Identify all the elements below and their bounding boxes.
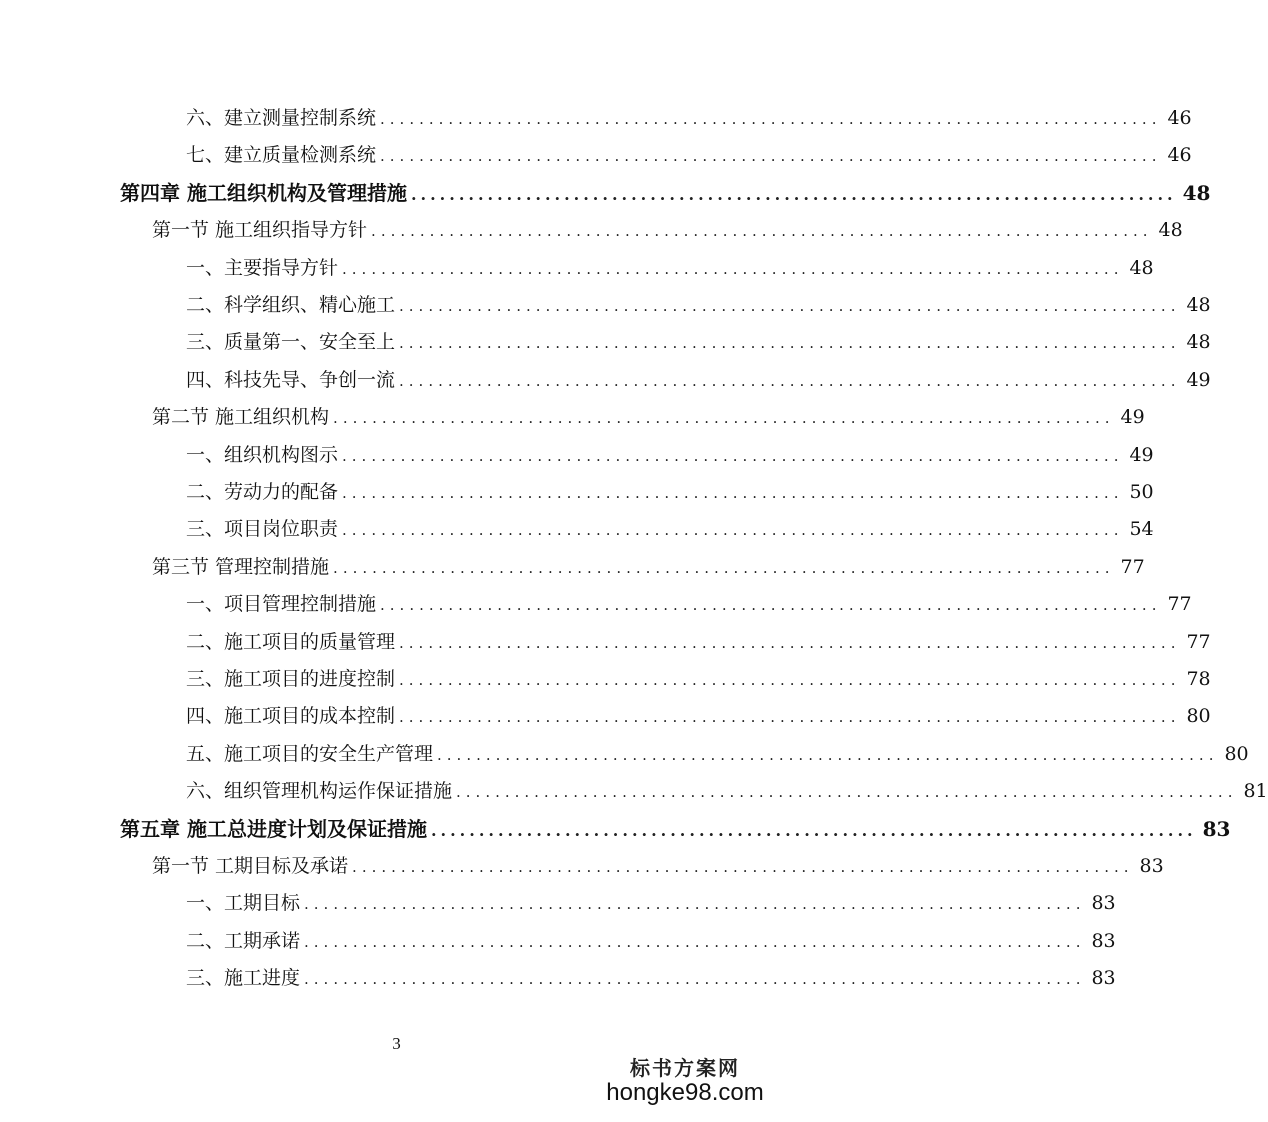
- toc-entry[interactable]: [186, 293, 1211, 318]
- toc-entry-page: 48: [1129, 256, 1154, 279]
- dot-leader: ................................................................................: [342, 446, 1124, 465]
- toc-entry-title: 四、施工项目的成本控制: [186, 705, 396, 728]
- dot-leader: ................................................................................: [333, 558, 1115, 577]
- dot-leader: ................................................................................: [399, 708, 1181, 727]
- toc-entry-title: 二、科学组织、精心施工: [186, 294, 396, 316]
- toc-entry-page: 49: [1120, 406, 1145, 429]
- toc-entry-title: 二、工期承诺: [186, 929, 301, 952]
- toc-entry-page: 54: [1129, 518, 1154, 541]
- toc-entry[interactable]: [186, 592, 1192, 617]
- dot-leader: ................................................................................: [342, 484, 1124, 502]
- watermark-url: hongke98.com: [606, 1079, 764, 1106]
- toc-entry[interactable]: [186, 517, 1154, 542]
- toc-entry[interactable]: [186, 891, 1116, 916]
- dot-leader: ................................................................................: [352, 858, 1134, 876]
- toc-entry[interactable]: [152, 218, 1183, 243]
- toc-entry[interactable]: [186, 368, 1211, 393]
- toc-entry[interactable]: [186, 106, 1192, 131]
- toc-entry-title: 五、施工项目的安全生产管理: [186, 742, 434, 765]
- toc-entry-title: 六、组织管理机构运作保证措施: [186, 780, 453, 803]
- page-number: 3: [392, 1034, 401, 1053]
- toc-entry[interactable]: [186, 742, 1249, 767]
- toc-entry-page: 77: [1120, 555, 1145, 578]
- toc-entry[interactable]: [186, 667, 1211, 692]
- toc-entry[interactable]: [186, 480, 1154, 505]
- dot-leader: ................................................................................: [304, 932, 1086, 951]
- toc-entry[interactable]: [186, 330, 1211, 355]
- toc-entry-page: 48: [1186, 331, 1211, 354]
- toc-entry-page: 48: [1182, 180, 1211, 205]
- dot-leader: ................................................................................: [430, 820, 1197, 840]
- toc-entry-page: 83: [1091, 929, 1116, 952]
- dot-leader: ................................................................................: [333, 409, 1115, 428]
- toc-entry-page: 48: [1158, 219, 1183, 242]
- toc-entry[interactable]: [186, 704, 1211, 729]
- toc-entry-title: 三、质量第一、安全至上: [186, 331, 396, 354]
- toc-entry-title: 第二节 施工组织机构: [152, 406, 330, 429]
- toc-entry-page: 49: [1129, 443, 1154, 466]
- toc-entry-page: 50: [1129, 481, 1154, 503]
- toc-entry-title: 一、组织机构图示: [186, 443, 339, 466]
- toc-entry-page: 83: [1091, 967, 1116, 990]
- toc-entry-page: 83: [1202, 816, 1231, 841]
- dot-leader: ................................................................................: [399, 671, 1181, 689]
- toc-entry-page: 80: [1186, 705, 1211, 728]
- toc-entry-page: 78: [1186, 668, 1211, 690]
- toc-entry-page: 77: [1186, 630, 1211, 653]
- toc-entry[interactable]: [152, 854, 1164, 879]
- toc-entry-title: 四、科技先导、争创一流: [186, 368, 396, 391]
- toc-entry-title: 三、施工进度: [186, 967, 301, 990]
- dot-leader: ................................................................................: [399, 371, 1181, 390]
- toc-entry-title: 第四章 施工组织机构及管理措施: [120, 180, 407, 205]
- toc-entry[interactable]: [186, 779, 1268, 804]
- toc-entry-title: 二、施工项目的质量管理: [186, 630, 396, 653]
- toc-entry-title: 三、施工项目的进度控制: [186, 668, 396, 690]
- toc-entry-title: 一、工期目标: [186, 892, 301, 915]
- toc-entry-page: 81: [1243, 780, 1268, 803]
- toc-entry[interactable]: [186, 443, 1154, 468]
- dot-leader: ................................................................................: [342, 521, 1124, 540]
- toc-entry-title: 第三节 管理控制措施: [152, 555, 330, 578]
- dot-leader: ................................................................................: [342, 259, 1124, 278]
- toc-entry[interactable]: [186, 630, 1211, 655]
- dot-leader: ................................................................................: [456, 783, 1238, 802]
- toc-entry-page: 83: [1091, 892, 1116, 915]
- toc-entry-title: 一、项目管理控制措施: [186, 593, 377, 616]
- toc-entry[interactable]: [120, 180, 1211, 207]
- dot-leader: ................................................................................: [437, 745, 1219, 764]
- toc-entry-page: 49: [1186, 368, 1211, 391]
- toc-entry-page: 80: [1224, 742, 1249, 765]
- toc-entry-title: 三、项目岗位职责: [186, 518, 339, 541]
- toc-entry-title: 一、主要指导方针: [186, 256, 339, 279]
- toc-entry[interactable]: [186, 256, 1154, 281]
- toc-entry[interactable]: [152, 405, 1145, 430]
- toc-entry-page: 46: [1167, 144, 1192, 167]
- dot-leader: ................................................................................: [304, 895, 1086, 914]
- toc-entry-title: 第一节 施工组织指导方针: [152, 219, 368, 242]
- dot-leader: ................................................................................: [399, 334, 1181, 353]
- toc-entry[interactable]: [120, 816, 1231, 843]
- toc-entry-page: 77: [1167, 593, 1192, 616]
- dot-leader: ................................................................................: [304, 970, 1086, 989]
- dot-leader: ................................................................................: [380, 147, 1162, 166]
- toc-entry[interactable]: [186, 966, 1116, 991]
- dot-leader: ................................................................................: [380, 596, 1162, 615]
- dot-leader: ................................................................................: [399, 297, 1181, 315]
- toc-entry-page: 83: [1139, 855, 1164, 877]
- toc-entry-title: 二、劳动力的配备: [186, 481, 339, 503]
- toc-entry-title: 七、建立质量检测系统: [186, 144, 377, 167]
- toc-entry[interactable]: [186, 143, 1192, 168]
- toc-entry-page: 46: [1167, 107, 1192, 129]
- dot-leader: ................................................................................: [371, 222, 1153, 241]
- toc-entry[interactable]: [152, 555, 1145, 580]
- toc-entry-title: 第一节 工期目标及承诺: [152, 855, 349, 877]
- dot-leader: ................................................................................: [410, 184, 1177, 204]
- toc-entry-title: 第五章 施工总进度计划及保证措施: [120, 816, 427, 841]
- dot-leader: ................................................................................: [380, 110, 1162, 128]
- toc-entry-page: 48: [1186, 294, 1211, 316]
- watermark-logo: [595, 1056, 775, 1106]
- toc-entry[interactable]: [186, 929, 1116, 954]
- watermark-name: 标书方案网: [630, 1056, 740, 1080]
- dot-leader: ................................................................................: [399, 633, 1181, 652]
- toc-entry-title: 六、建立测量控制系统: [186, 107, 377, 129]
